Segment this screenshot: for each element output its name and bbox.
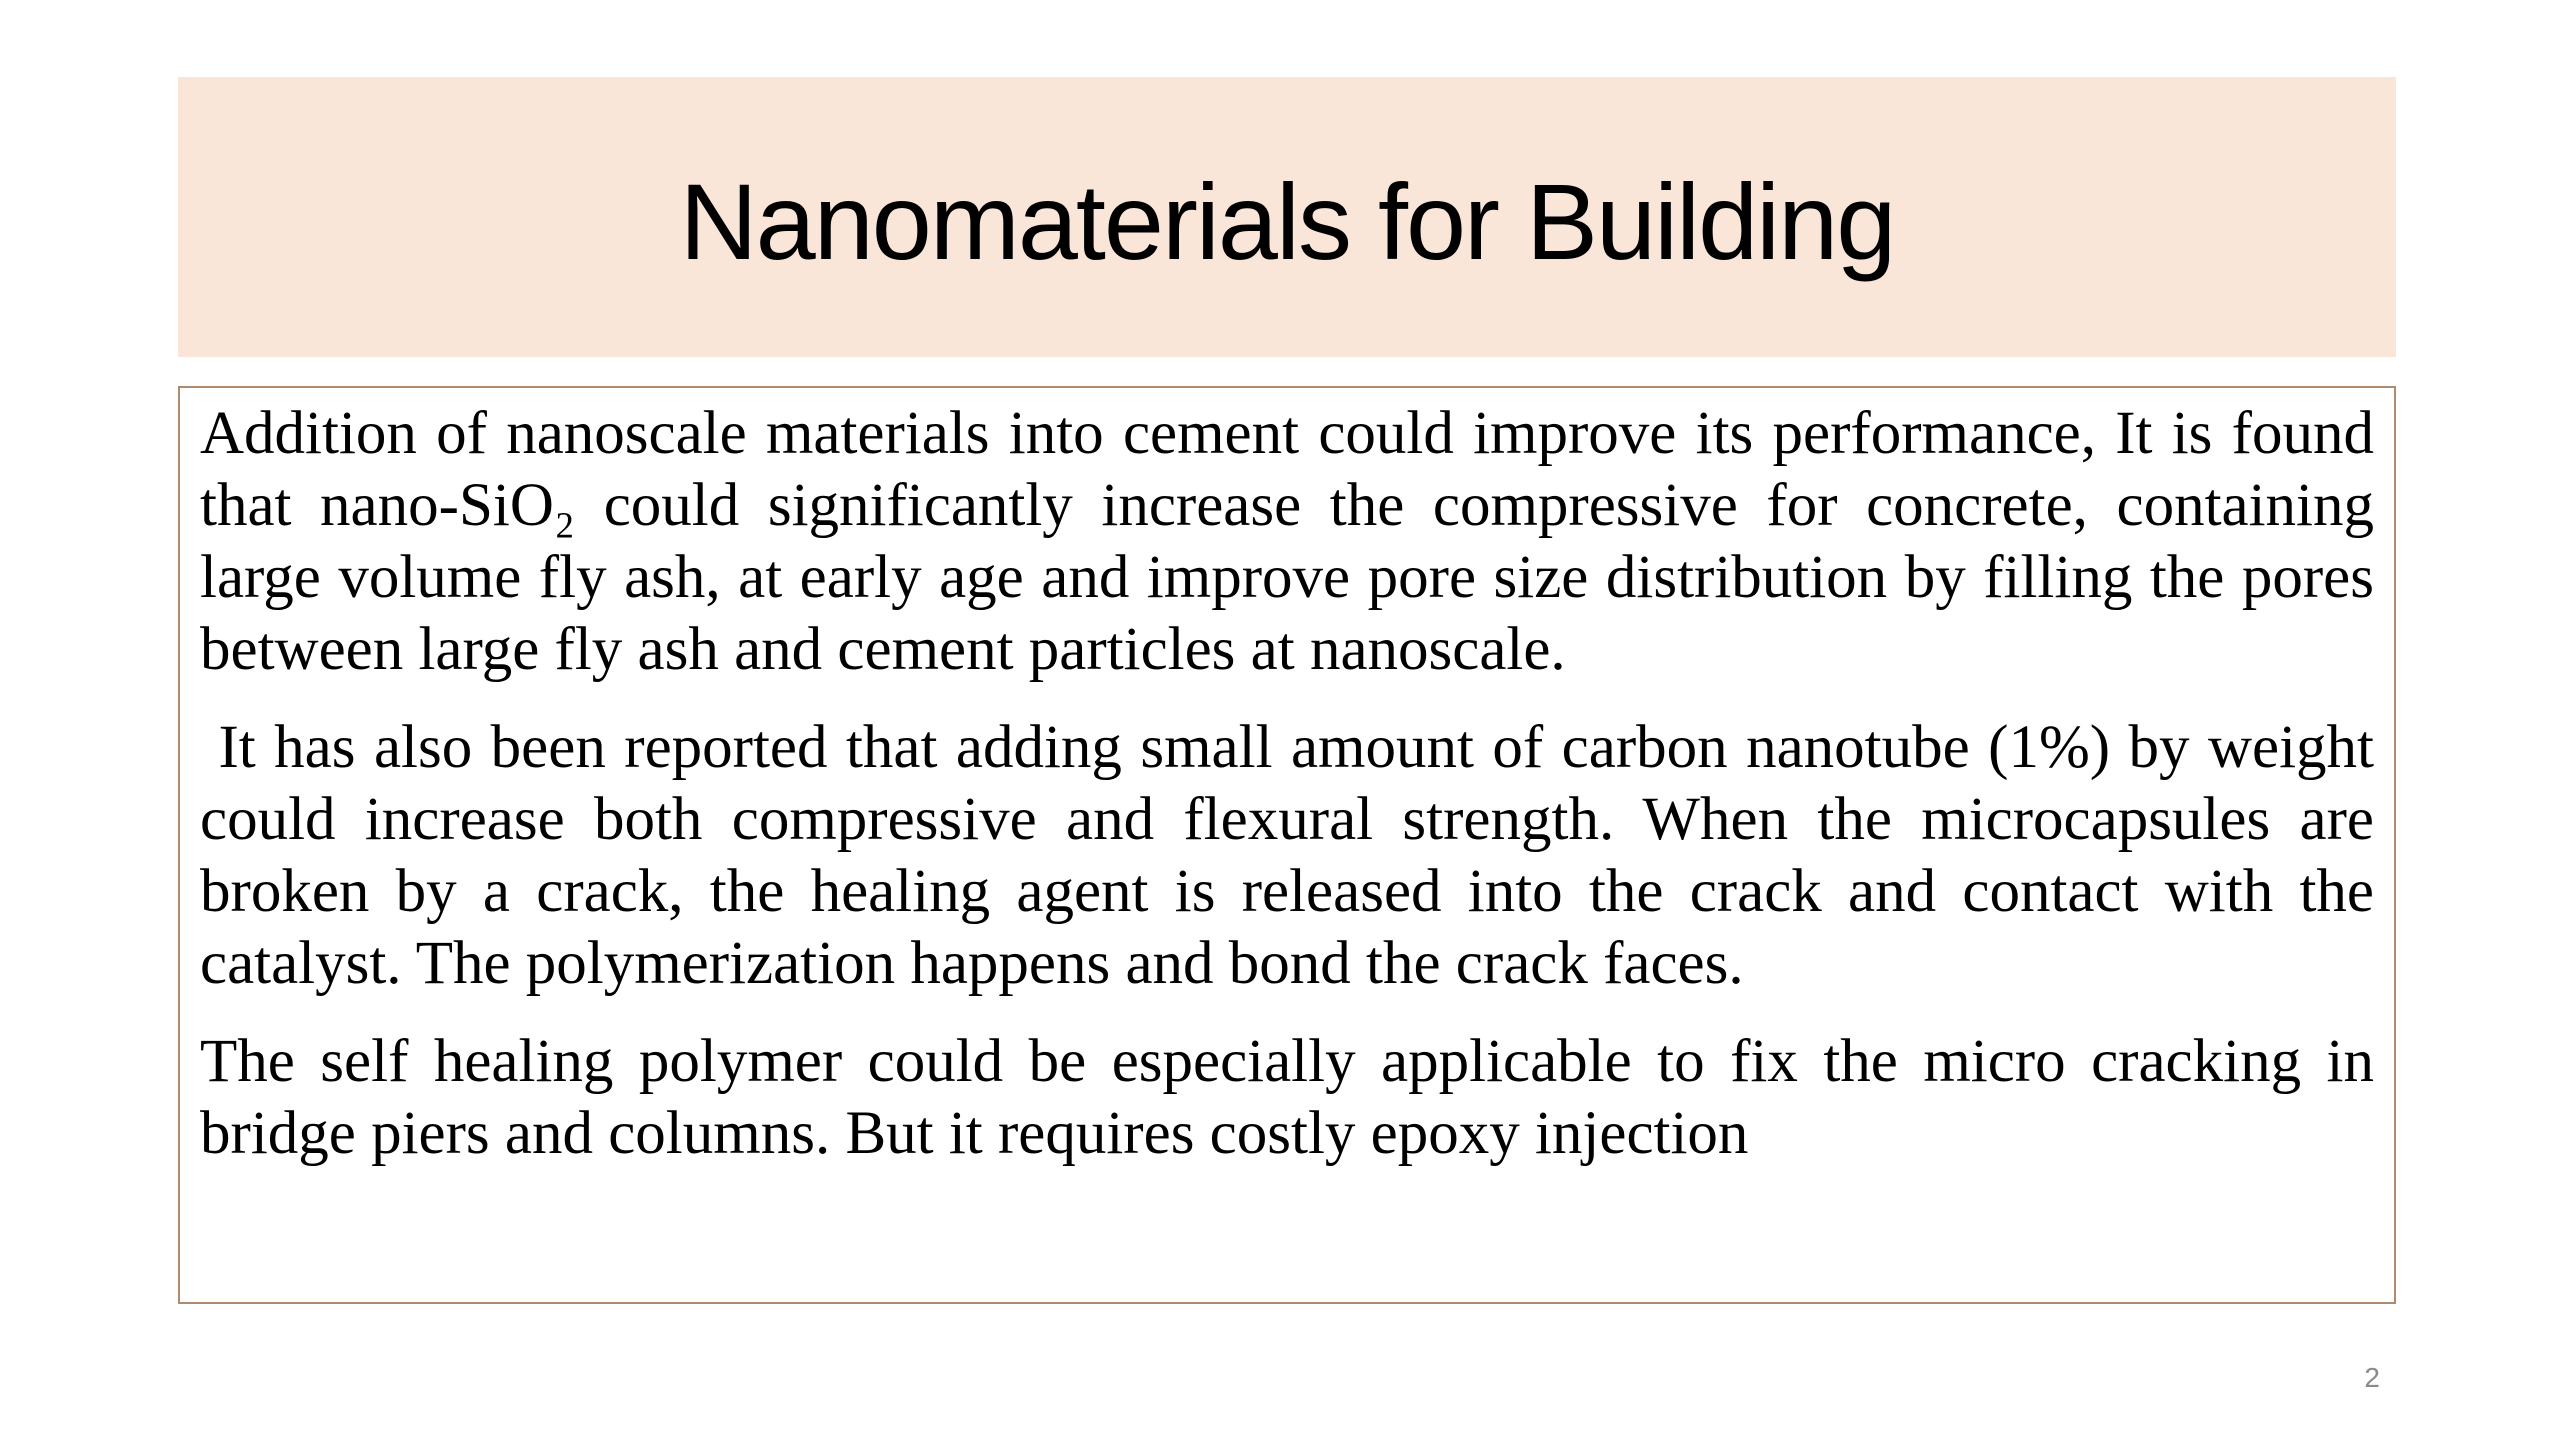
slide-title: Nanomaterials for Building xyxy=(679,161,1895,282)
paragraph-carbon-nanotube: It has also been reported that adding small amount of carbon nanotube (1%) by weight could increase both compressive and flexural strength. When the microcapsules are broken by a crack, the healing agent is released into the crack and contact with the catalyst. The polymerization happens and bond the crack faces. xyxy=(200,714,2390,997)
page-number: 2 xyxy=(2364,1362,2380,1393)
paragraph-nano-silica: Addition of nanoscale materials into cement could improve its performance, It is found that nano-SiO₂ could significantly increase the compressive for concrete, containing large volume fly ash, at early age and improve pore size distribution by filling the pores between large fly ash and cement particles at nanoscale. xyxy=(200,400,2374,683)
content-text-box xyxy=(178,386,2396,1304)
title-banner xyxy=(178,77,2396,357)
paragraph-self-healing-polymer: The self healing polymer could be especially applicable to fix the micro cracking in bridge piers and columns. But it requires costly epoxy injection xyxy=(200,1028,2374,1167)
